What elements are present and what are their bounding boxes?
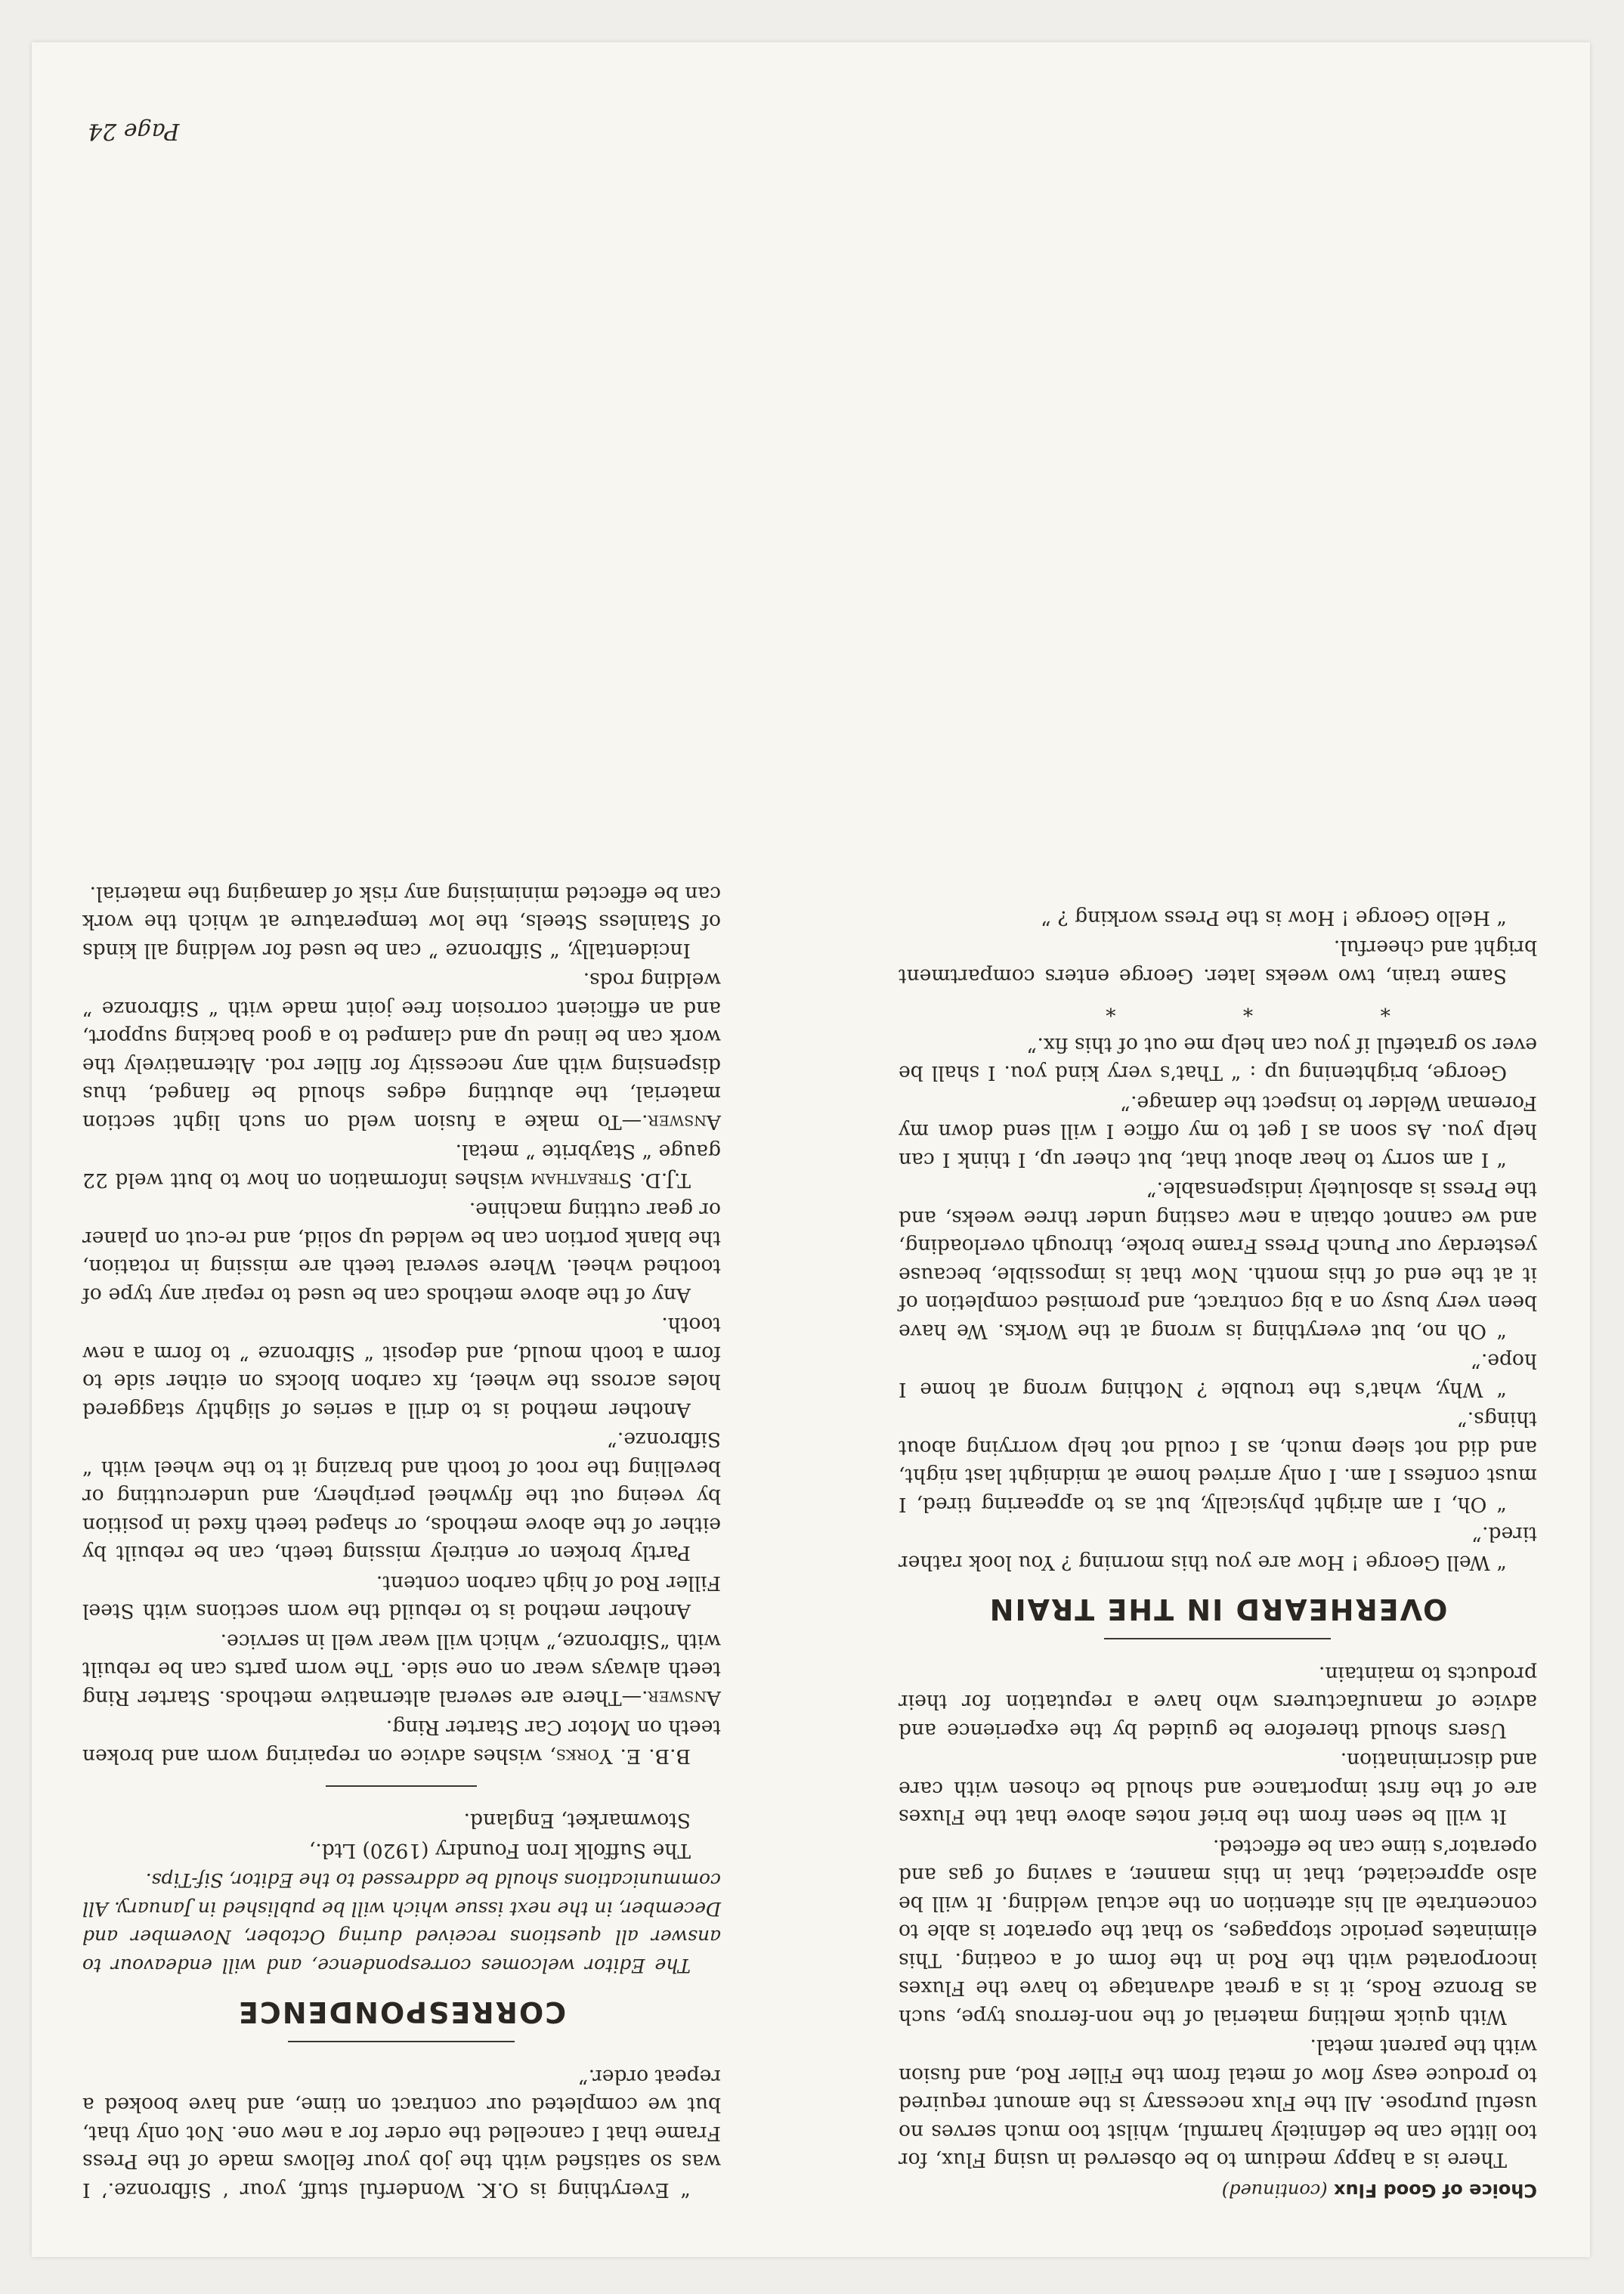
flux-paragraph: With quick melting material of the non-ferrous type, such as Bronze Rods, it is a great advantage to have the Fluxes incorporated with the Rod in the form of a coating. This eliminates periodic stoppages, so that the operator is able to concentrate all his attention on the actual welding. It will be also appreciated, that in this manner, a saving of gas and operator’s time can be effected. — [899, 1835, 1537, 2029]
rotated-content — [32, 42, 1590, 2257]
section-divider — [289, 2042, 515, 2043]
answer: Answer.—To make a fusion weld on such light section material, the abutting edges should be flanged, thus dispensing with any necessity for filler rod. Alternatively the work can be lined up and clamped to a good backing support, and an efficient corrosion free joint made with “ Sifbronze ” welding rods. — [82, 968, 721, 1134]
question: T.J.D. Streatham wishes information on how to butt weld 22 gauge “ Staybrite ” metal. — [82, 1140, 721, 1192]
flux-paragraph: Users should therefore be guided by the experience and advice of manufacturers who have a reputation for their products to maintain. — [899, 1662, 1537, 1742]
train-paragraph: George, brightening up : “ That’s very kind you. I shall be ever so grateful if you can help me out of this fix.” — [899, 1033, 1537, 1085]
answer-paragraph: Another method is to drill a series of slightly staggered holes across the wheel, fix carbon blocks on either side to form a tooth mould, and deposit “ Sifbronze ” to form a new tooth. — [82, 1313, 721, 1422]
right-column — [82, 878, 721, 2205]
answer-paragraph: Another method is to rebuild the worn sections with Steel Filler Rod of high carbon content. — [82, 1571, 721, 1624]
train-heading: OVERHEARD IN THE TRAIN — [988, 1593, 1448, 1627]
section-divider — [326, 1785, 478, 1787]
answer-paragraph: Any of the above methods can be used to repair any type of toothed wheel. Where several teeth are missing in rotation, the blank portion can be welded up solid, and re-cut on planer or gear cutting machine. — [82, 1198, 721, 1307]
answer-paragraph: Partly broken or entirely missing teeth, can be rebuilt by either of the above methods, or shaped teeth fixed in position by veeing out the flywheel periphery, and undercutting or bevelling the root of tooth and brazing it to the wheel with “ Sifbronze.” — [82, 1428, 721, 1565]
section-divider — [1105, 1639, 1332, 1640]
asterism: * * * — [1045, 997, 1390, 1021]
running-head: Choice of Good Flux (continued) — [1221, 2180, 1537, 2201]
answer: Answer.—There are several alternative methods. Starter Ring teeth always wear on one side. The worn parts can be rebuilt with “Sifbronze,” which will wear well in service. — [82, 1630, 721, 1710]
address-line: Stowmarket, England. — [463, 1809, 691, 1833]
flux-paragraph: There is a happy medium to be observed in using Flux, for too little can be definitely harmful, whilst too much serves no useful purpose. All the Flux necessary is the amount required to produce easy flow of metal from the Filler Rod, and fusion with the parent metal. — [899, 2035, 1537, 2172]
train-paragraph: “ Well George ! How are you this morning ? You look rather tired.” — [899, 1522, 1537, 1574]
train-paragraph: Same train, two weeks later. George enters compartment bright and cheerful. — [899, 936, 1537, 988]
flux-paragraph: It will be seen from the brief notes above that the Fluxes are of the first importance and should be chosen with care and discrimination. — [899, 1748, 1537, 1829]
train-paragraph: “ Why, what’s the trouble ? Nothing wrong at home I hope.” — [899, 1349, 1537, 1401]
train-paragraph: “ Oh, I am alright physically, but as to appearing tired, I must confess I am. I only arrived home at midnight last night, and did not sleep much, as I could not help worrying about things.” — [899, 1407, 1537, 1516]
answer-paragraph: Incidentally, “ Sifbronze ” can be used for welding all kinds of Stainless Steels, the low temperature at which the work can be effected minimising any risk of damaging the material. — [82, 882, 721, 962]
question: B.B. E. Yorks, wishes advice on repairing worn and broken teeth on Motor Car Starter Ring. — [82, 1716, 721, 1768]
train-paragraph: “ I am sorry to hear about that, but cheer up, I think I can help you. As soon as I get to my office I will send down my Foreman Welder to inspect the damage.” — [899, 1091, 1537, 1172]
correspondence-heading: CORRESPONDENCE — [237, 1995, 567, 2029]
page-number: Page 24 — [88, 118, 180, 144]
scanned-page — [32, 42, 1590, 2257]
train-paragraph: “ Everything is O.K. Wonderful stuff, your ‘ Sifbronze.’ I was so satisfied with the job your fellows made of the Press Frame that I cancelled the order for a new one. Not only that, but we completed our contract on time, and have booked a repeat order.” — [82, 2065, 721, 2202]
train-paragraph: “ Hello George ! How is the Press working ? ” — [1041, 906, 1507, 930]
train-paragraph: “ Oh no, but everything is wrong at the Works. We have been very busy on a big contract, and promised completion of it at the end of this month. Now that is impossible, because yesterday our Punch Press Frame broke, through overloading, and we cannot obtain a new casting under three weeks, and the Press is absolutely indispensable.” — [899, 1178, 1537, 1343]
left-column — [899, 902, 1537, 2205]
editor-note: The Editor welcomes correspondence, and will endeavour to answer all questions received during October, November and December, in the next issue which will be published in January. All communications should be addressed to the Editor, Sif-Tips. — [82, 1869, 721, 1977]
address-line: The Suffolk Iron Foundry (1920) Ltd., — [308, 1839, 691, 1862]
